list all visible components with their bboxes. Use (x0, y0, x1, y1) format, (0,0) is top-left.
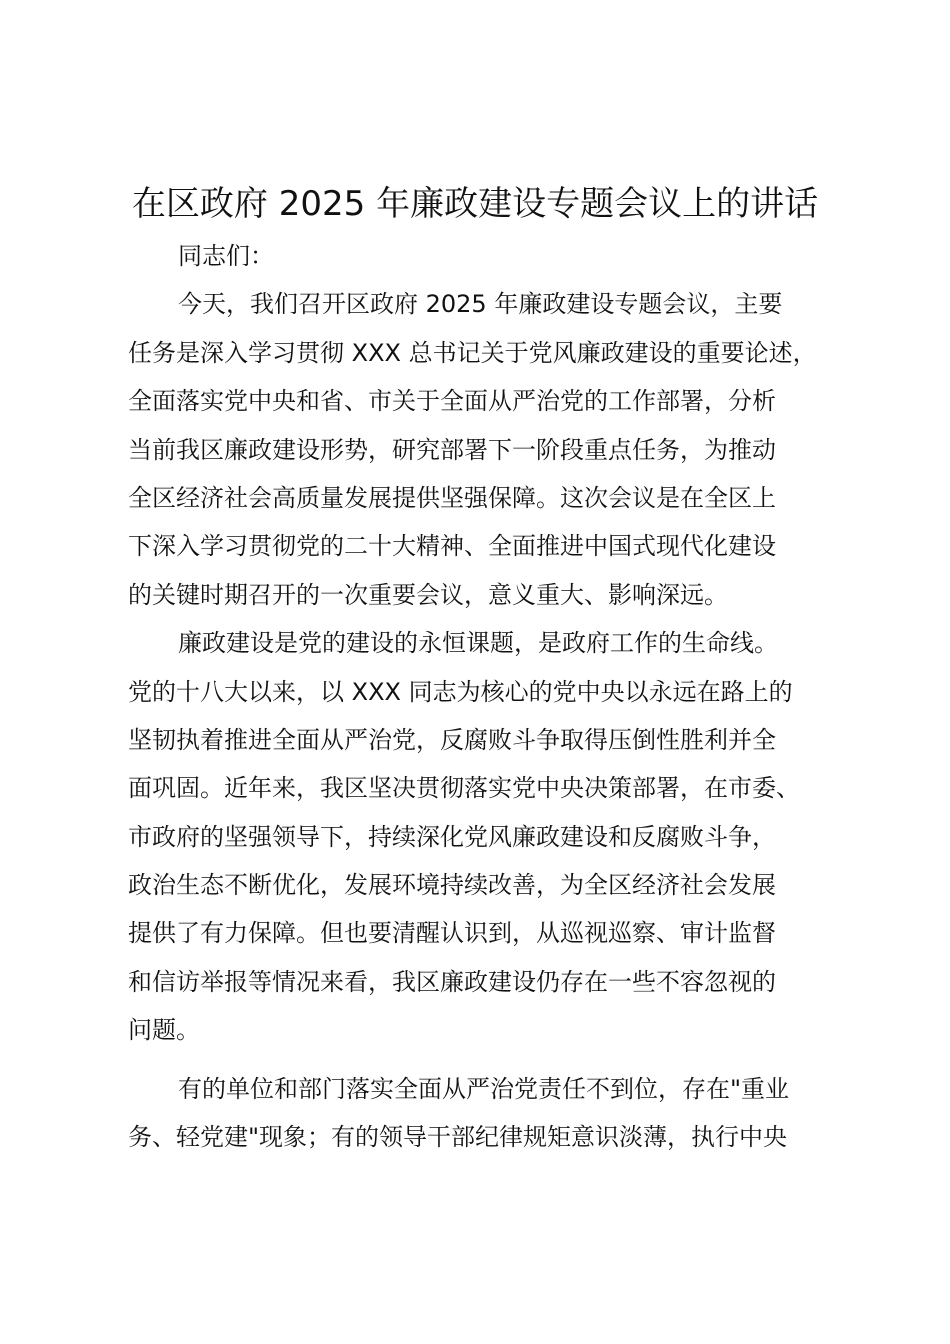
text-line: 任务是深入学习贯彻 XXX 总书记关于党风廉政建设的重要论述， (128, 338, 817, 367)
text-line: 廉政建设是党的建设的永恒课题，是政府工作的生命线。 (178, 629, 778, 658)
text-line: 坚韧执着推进全面从严治党，反腐败斗争取得压倒性胜利并全 (128, 725, 776, 754)
text-line: 的关键时期召开的一次重要会议，意义重大、影响深远。 (128, 580, 728, 609)
document-body (128, 232, 848, 1161)
text-line: 政治生态不断优化，发展环境持续改善，为全区经济社会发展 (128, 871, 776, 900)
text-line: 全区经济社会高质量发展提供坚强保障。这次会议是在全区上 (128, 483, 776, 512)
text-line: 党的十八大以来，以 XXX 同志为核心的党中央以永远在路上的 (128, 677, 793, 706)
text-line: 提供了有力保障。但也要清醒认识到，从巡视巡察、审计监督 (128, 919, 776, 948)
text-line: 下深入学习贯彻党的二十大精神、全面推进中国式现代化建设 (128, 532, 776, 561)
text-line: 市政府的坚强领导下，持续深化党风廉政建设和反腐败斗争， (128, 822, 776, 851)
text-line: 今天，我们召开区政府 2025 年廉政建设专题会议，主要 (178, 290, 783, 319)
text-line: 同志们： (178, 242, 274, 270)
text-line: 和信访举报等情况来看，我区廉政建设仍存在一些不容忽视的 (128, 967, 776, 996)
text-line: 面巩固。近年来，我区坚决贯彻落实党中央决策部署，在市委、 (128, 774, 800, 803)
text-line: 务、轻党建"现象；有的领导干部纪律规矩意识淡薄，执行中央 (128, 1123, 788, 1152)
text-line: 全面落实党中央和省、市关于全面从严治党的工作部署，分析 (128, 387, 776, 416)
document-title: 在区政府 2025 年廉政建设专题会议上的讲话 (131, 184, 819, 224)
text-line: 问题。 (128, 1016, 200, 1045)
text-line: 有的单位和部门落实全面从严治党责任不到位，存在"重业 (178, 1074, 790, 1103)
text-line: 当前我区廉政建设形势，研究部署下一阶段重点任务，为推动 (128, 435, 776, 464)
